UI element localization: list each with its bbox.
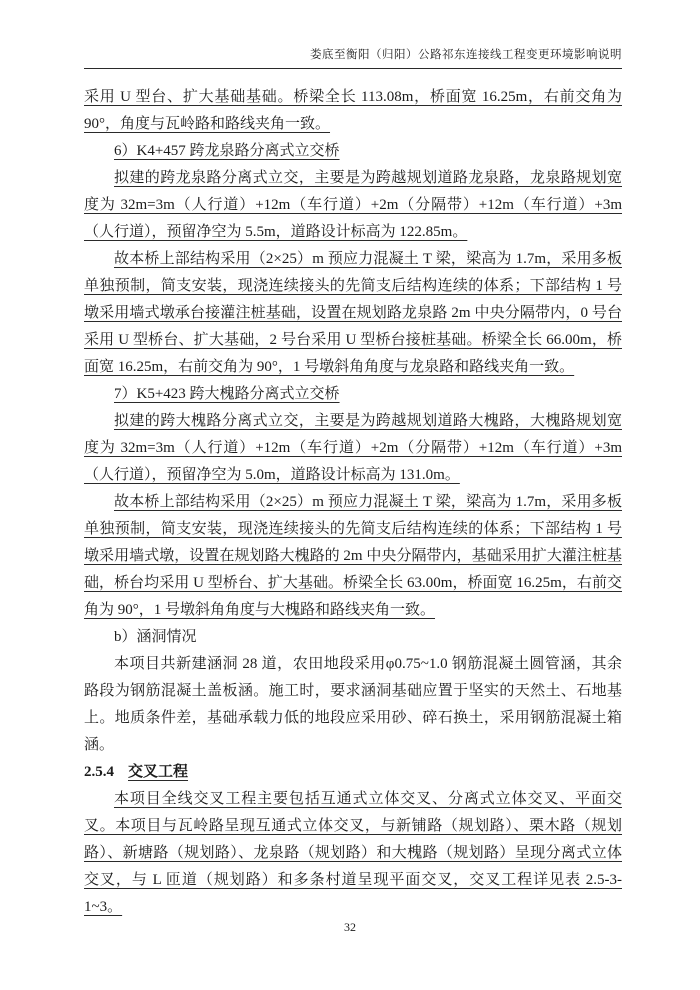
- section-heading: [84, 759, 622, 786]
- page-number: 32: [344, 920, 356, 934]
- document-body: [84, 84, 622, 921]
- section-number: 2.5.4: [84, 764, 114, 780]
- header-rule: [84, 68, 622, 69]
- section-title: 交叉工程: [128, 764, 189, 780]
- sub-heading: b）涵洞情况: [114, 629, 197, 645]
- paragraph: 采用 U 型台、扩大基础基础。桥梁全长 113.08m，桥面宽 16.25m，右前交角为 90°，角度与瓦岭路和路线夹角一致。: [84, 89, 622, 132]
- paragraph: 故本桥上部结构采用（2×25）m 预应力混凝土 T 梁，梁高为 1.7m，采用多板单独预制，简支安装，现浇连续接头的先简支后结构连续的体系；下部结构 1 号墩采用墙式墩承台接灌注桩基础，设置在规划路龙泉路 2m 中央分隔带内，0 号台采用 U 型桥台、扩大基础，2 号台采用 U 型桥台接桩基础。桥梁全长 66.00m，桥面宽 16.25m，右前交角为 90°，1 号墩斜角角度与龙泉路和路线夹角一致。: [84, 251, 622, 375]
- paragraph: 本项目共新建涵洞 28 道，农田地段采用φ0.75~1.0 钢筋混凝土圆管涵，其余路段为钢筋混凝土盖板涵。施工时，要求涵洞基础应置于坚实的天然土、石地基上。地质条件差，基础承载力低的地段应采用砂、碎石换土，采用钢筋混凝土箱涵。: [84, 656, 622, 753]
- paragraph: 本项目全线交叉工程主要包括互通式立体交叉、分离式立体交叉、平面交叉。本项目与瓦岭路呈现互通式立体交叉，与新铺路（规划路）、栗木路（规划路）、新塘路（规划路）、龙泉路（规划路）和大槐路（规划路）呈现分离式立体交叉，与 L 匝道（规划路）和多条村道呈现平面交叉，交叉工程详见表 2.5-3-1~3。: [84, 791, 622, 915]
- paragraph: 拟建的跨大槐路分离式立交，主要是为跨越规划道路大槐路，大槐路规划宽度为 32m=3m（人行道）+12m（车行道）+2m（分隔带）+12m（车行道）+3m（人行道），预留净空为 5.0m，道路设计标高为 131.0m。: [84, 413, 622, 483]
- paragraph: 拟建的跨龙泉路分离式立交，主要是为跨越规划道路龙泉路，龙泉路规划宽度为 32m=3m（人行道）+12m（车行道）+2m（分隔带）+12m（车行道）+3m（人行道），预留净空为 5.5m，道路设计标高为 122.85m。: [84, 170, 622, 240]
- paragraph: 故本桥上部结构采用（2×25）m 预应力混凝土 T 梁，梁高为 1.7m，采用多板单独预制，简支安装，现浇连续接头的先简支后结构连续的体系；下部结构 1 号墩采用墙式墩，设置在规划路大槐路的 2m 中央分隔带内，基础采用扩大灌注桩基础，桥台均采用 U 型桥台、扩大基础。桥梁全长 63.00m，桥面宽 16.25m，右前交角为 90°，1 号墩斜角角度与大槐路和路线夹角一致。: [84, 494, 622, 618]
- sub-heading: 6）K4+457 跨龙泉路分离式立交桥: [114, 143, 340, 159]
- running-header: 娄底至衡阳（归阳）公路祁东连接线工程变更环境影响说明: [310, 49, 622, 61]
- sub-heading: 7）K5+423 跨大槐路分离式立交桥: [114, 386, 340, 402]
